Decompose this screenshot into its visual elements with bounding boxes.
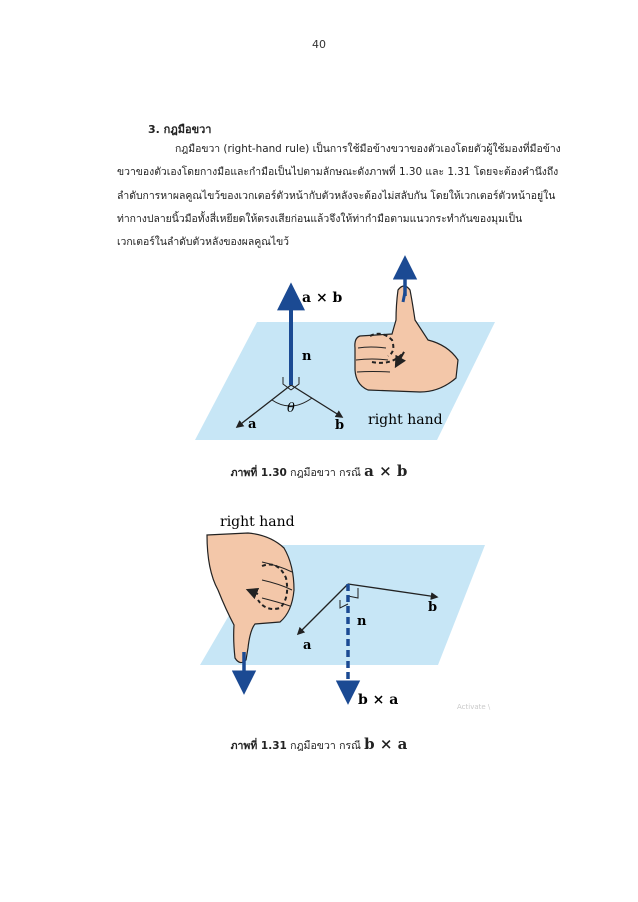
caption-math: a × b: [364, 462, 408, 480]
caption-label: ภาพที่ 1.31: [230, 740, 287, 752]
paragraph-line: ขวาของตัวเองโดยกางมือและกำมือเป็นไปตามลักษณะดังภาพที่ 1.30 และ 1.31 โดยจะต้องคำนึงถึง: [117, 166, 559, 179]
label-right-hand: right hand: [368, 412, 443, 428]
caption-label: ภาพที่ 1.30: [230, 467, 287, 479]
caption-math: b × a: [364, 735, 408, 753]
figure-caption-1-30: [0, 462, 638, 481]
paragraph-line: ลำดับการหาผลคูณไขว้ของเวกเตอร์ตัวหน้ากับตัวหลังจะต้องไม่สลับกัน โดยให้เวกเตอร์ตัวหน้าอยู่ใน: [117, 189, 556, 202]
paragraph-line: ท่ากางปลายนิ้วมือทั้งสี่เหยียดให้ตรงเสียก่อนแล้วจึงให้ท่ากำมือตามแนวกระทำกันของมุมเป็น: [117, 212, 523, 225]
paragraph-line: เวกเตอร์ในลำดับตัวหลังของผลคูณไขว้: [117, 236, 290, 249]
figure-1-31: [200, 514, 485, 708]
activation-watermark: Activate \: [457, 703, 491, 711]
figure-caption-1-31: [0, 735, 638, 754]
label-n: n: [302, 349, 312, 364]
section-heading: 3. กฎมือขวา: [148, 123, 212, 136]
label-a-2: a: [303, 638, 312, 653]
label-a: a: [248, 417, 257, 432]
caption-text: กฎมือขวา กรณี: [286, 740, 365, 752]
figure-1-30: [195, 260, 495, 440]
page-number: 40: [312, 38, 326, 51]
label-axb: a × b: [302, 290, 343, 306]
paragraph-line: กฎมือขวา (right-hand rule) เป็นการใช้มือข้างขวาของตัวเองโดยตัวผู้ใช้มองที่มือข้าง: [175, 143, 561, 155]
label-right-hand-2: right hand: [220, 514, 295, 530]
label-b: b: [335, 418, 345, 433]
label-bxa: b × a: [358, 692, 399, 708]
label-b-2: b: [428, 600, 438, 615]
label-n-2: n: [357, 614, 367, 629]
label-theta: θ: [287, 401, 295, 416]
caption-text: กฎมือขวา กรณี: [286, 467, 365, 479]
